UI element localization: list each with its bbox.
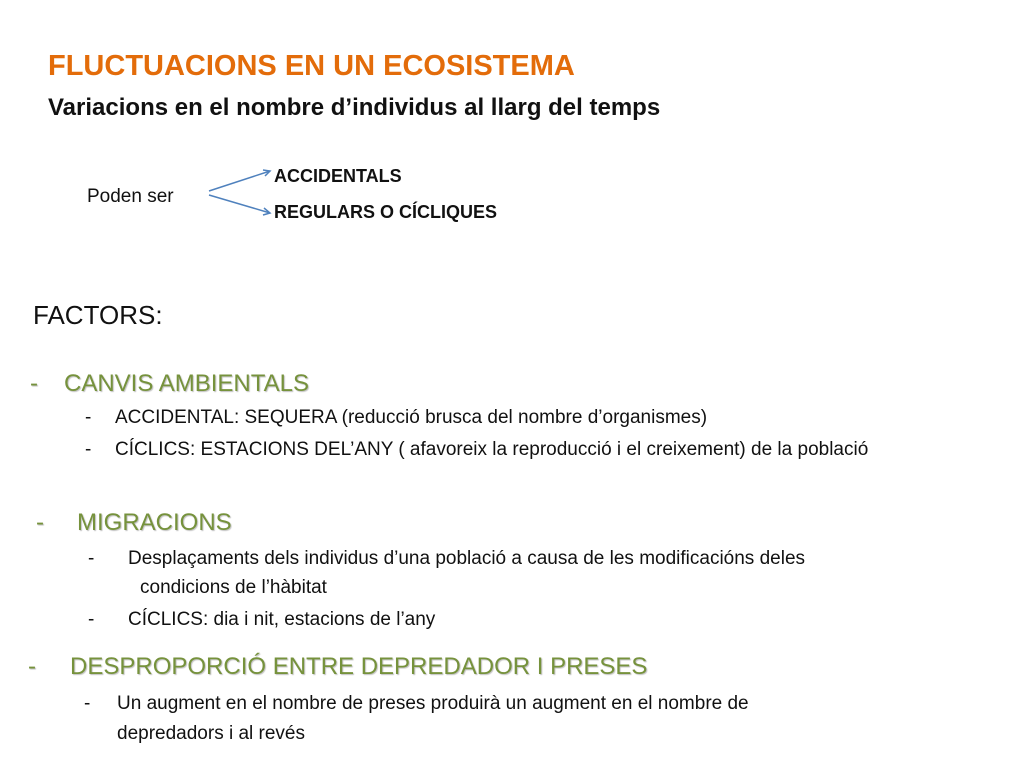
list-item: Un augment en el nombre de preses produirà un augment en el nombre de xyxy=(117,693,749,714)
item-bullet: - xyxy=(85,407,92,428)
list-item: CÍCLICS: ESTACIONS DEL’ANY ( afavoreix la reproducció i el creixement) de la població xyxy=(115,439,869,460)
slide-title: FLUCTUACIONS EN UN ECOSISTEMA xyxy=(48,50,575,82)
section-bullet: - xyxy=(30,370,38,397)
item-bullet: - xyxy=(85,439,92,460)
section-migracions: MIGRACIONS xyxy=(77,509,232,536)
item-bullet: - xyxy=(88,548,95,569)
list-item: ACCIDENTAL: SEQUERA (reducció brusca del nombre d’organismes) xyxy=(115,407,708,428)
branch-arrows-icon xyxy=(200,168,280,220)
list-item: Desplaçaments dels individus d’una població a causa de les modificacións deles xyxy=(128,548,806,569)
section-bullet: - xyxy=(36,509,44,536)
list-item-continuation: depredadors i al revés xyxy=(117,723,305,744)
item-bullet: - xyxy=(84,693,91,714)
factors-heading: FACTORS: xyxy=(33,300,163,330)
slide-subtitle: Variacions en el nombre d’individus al llarg del temps xyxy=(48,94,661,121)
type-option-accidentals: ACCIDENTALS xyxy=(274,166,402,186)
section-bullet: - xyxy=(28,653,36,680)
section-desproporcio: DESPROPORCIÓ ENTRE DEPREDADOR I PRESES xyxy=(70,653,648,680)
types-label: Poden ser xyxy=(87,186,174,207)
list-item-continuation: condicions de l’hàbitat xyxy=(140,577,327,598)
item-bullet: - xyxy=(88,609,95,630)
section-canvis-ambientals: CANVIS AMBIENTALS xyxy=(64,370,309,397)
list-item: CÍCLICS: dia i nit, estacions de l’any xyxy=(128,609,436,630)
type-option-regulars: REGULARS O CÍCLIQUES xyxy=(274,202,498,222)
